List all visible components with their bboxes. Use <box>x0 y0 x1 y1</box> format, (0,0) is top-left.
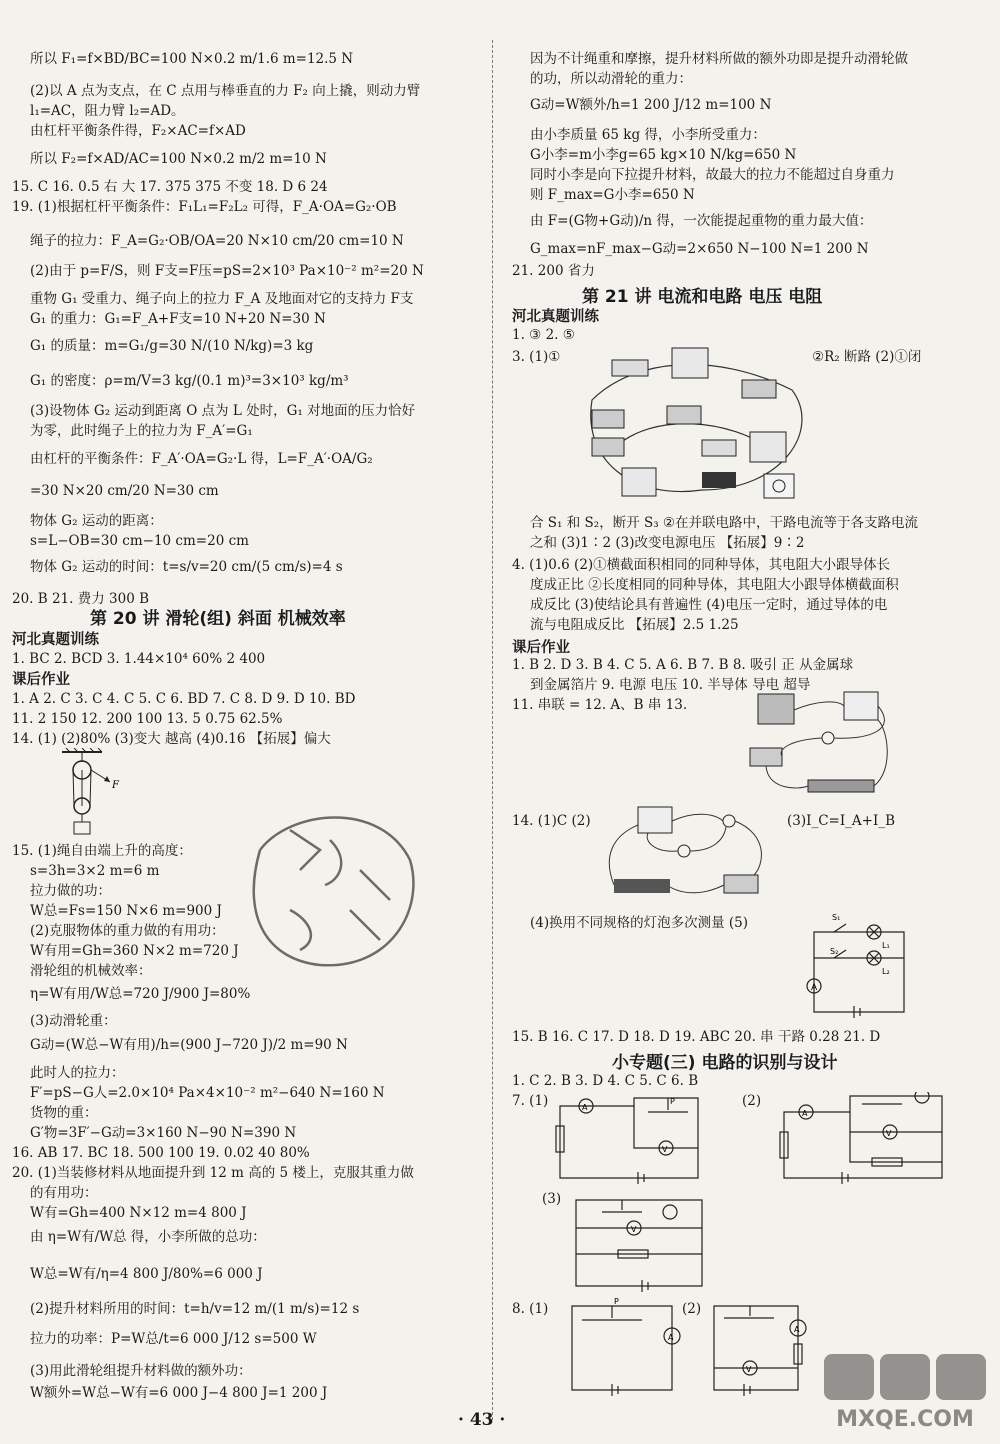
left-line: s=L−OB=30 cm−10 cm=20 cm <box>30 533 249 549</box>
left-line: 15. (1)绳自由端上升的高度： <box>12 843 192 859</box>
right-line: 1. B 2. D 3. B 4. C 5. A 6. B 7. B 8. 吸引 正 从金属球 <box>512 657 854 673</box>
right-line: 则 F_max=G小李=650 N <box>530 187 695 203</box>
left-line: 绳子的拉力：F_A=G₂·OB/OA=20 N×10 cm/20 cm=10 N <box>30 233 404 249</box>
right-line: 同时小李是向下拉提升材料，故最大的拉力不能超过自身重力 <box>530 167 895 183</box>
left-line: (2)克服物体的重力做的有用功： <box>30 923 225 939</box>
circuit-schematic-q14-5 <box>794 908 924 1020</box>
left-line: 20. (1)当装修材料从地面提升到 12 m 高的 5 楼上，克服其重力做 <box>12 1165 414 1181</box>
circuit-7-3 <box>572 1192 712 1292</box>
right-line: 度成正比 ②长度相同的同种导体，其电阻大小跟导体横截面积 <box>530 577 899 593</box>
left-line: G′物=3F′−G动=3×160 N−90 N=390 N <box>30 1125 297 1141</box>
right-line: 因为不计绳重和摩擦，提升材料所做的额外功即是提升动滑轮做 <box>530 51 908 67</box>
left-line: 11. 2 150 12. 200 100 13. 5 0.75 62.5% <box>12 711 283 727</box>
left-line: (3)用此滑轮组提升材料做的额外功： <box>30 1363 252 1379</box>
right-line: 成反比 (3)使结论具有普遍性 (4)电压一定时，通过导体的电 <box>530 597 888 613</box>
right-line: 之和 (3)1∶2 (3)改变电源电压 【拓展】9∶2 <box>530 535 805 551</box>
heading-special-topic-3: 小专题(三) 电路的识别与设计 <box>612 1053 838 1073</box>
left-line: G₁ 的重力：G₁=F_A+F支=10 N+20 N=30 N <box>30 311 326 327</box>
left-line: 1. BC 2. BCD 3. 1.44×10⁴ 60% 2 400 <box>12 651 266 667</box>
left-line: l₁=AC，阻力臂 l₂=AD。 <box>30 103 185 119</box>
svg-text:V: V <box>631 1225 637 1234</box>
right-line: 4. (1)0.6 (2)①横截面积相同的同种导体，其电阻大小跟导体长 <box>512 557 891 573</box>
svg-text:V: V <box>662 1145 668 1154</box>
right-line: (2) <box>682 1301 702 1317</box>
right-line: 流与电阻成反比 【拓展】2.5 1.25 <box>530 617 739 633</box>
right-line: 的功，所以动滑轮的重力： <box>530 71 692 87</box>
answer-watermark-logo <box>820 1350 990 1435</box>
page-number: · 43 · <box>458 1410 506 1430</box>
svg-text:V: V <box>746 1365 752 1374</box>
left-line: G动=(W总−W有用)/h=(900 J−720 J)/2 m=90 N <box>30 1037 348 1053</box>
svg-text:P: P <box>614 1297 619 1306</box>
left-line: W总=Fs=150 N×6 m=900 J <box>30 903 222 919</box>
left-line: G₁ 的质量：m=G₁/g=30 N/(10 N/kg)=3 kg <box>30 338 314 354</box>
left-line: W总=W有/η=4 800 J/80%=6 000 J <box>30 1266 263 1282</box>
right-line: G动=W额外/h=1 200 J/12 m=100 N <box>530 97 772 113</box>
left-line: 拉力的功率：P=W总/t=6 000 J/12 s=500 W <box>30 1331 317 1347</box>
right-line: 11. 串联 = 12. A、B 串 13. <box>512 697 688 713</box>
left-line: (3)设物体 G₂ 运动到距离 O 点为 L 处时，G₁ 对地面的压力恰好 <box>30 403 416 419</box>
svg-text:P: P <box>670 1097 675 1106</box>
circuit-photo-q13 <box>748 690 898 802</box>
left-line: G₁ 的密度：ρ=m/V=3 kg/(0.1 m)³=3×10³ kg/m³ <box>30 373 349 389</box>
left-line: 物体 G₂ 运动的时间：t=s/v=20 cm/(5 cm/s)=4 s <box>30 559 343 575</box>
left-line: (3)动滑轮重： <box>30 1013 117 1029</box>
left-line: W额外=W总−W有=6 000 J−4 800 J=1 200 J <box>30 1385 328 1401</box>
left-line: 16. AB 17. BC 18. 500 100 19. 0.02 40 80% <box>12 1145 310 1161</box>
svg-text:S₁: S₁ <box>832 913 841 922</box>
subhead-homework-right: 课后作业 <box>512 640 570 656</box>
left-line: W有=Gh=400 N×12 m=4 800 J <box>30 1205 247 1221</box>
circuit-photo-q14 <box>604 805 774 907</box>
left-line: η=W有用/W总=720 J/900 J=80% <box>30 986 251 1002</box>
handwritten-stamp <box>230 790 430 990</box>
left-line: 由杠杆的平衡条件：F_A′·OA=G₂·L 得，L=F_A′·OA/G₂ <box>30 451 373 467</box>
right-line: 21. 200 省力 <box>512 263 595 279</box>
left-line: 由 η=W有/W总 得，小李所做的总功： <box>30 1229 266 1245</box>
svg-text:L₁: L₁ <box>882 941 890 950</box>
left-line: =30 N×20 cm/20 N=30 cm <box>30 483 219 499</box>
left-line: 滑轮组的机械效率： <box>30 963 152 979</box>
svg-text:A: A <box>582 1103 588 1112</box>
svg-text:A: A <box>811 983 818 993</box>
left-line: 19. (1)根据杠杆平衡条件：F₁L₁=F₂L₂ 可得，F_A·OA=G₂·OB <box>12 199 397 215</box>
left-line: 货物的重： <box>30 1105 98 1121</box>
left-line: W有用=Gh=360 N×2 m=720 J <box>30 943 239 959</box>
left-line: 拉力做的功： <box>30 883 111 899</box>
circuit-photo-q3 <box>572 340 812 508</box>
left-line: (2)提升材料所用的时间：t=h/v=12 m/(1 m/s)=12 s <box>30 1301 360 1317</box>
right-line: 由 F=(G物+G动)/n 得，一次能提起重物的重力最大值： <box>530 213 873 229</box>
left-line: 为零，此时绳子上的拉力为 F_A′=G₁ <box>30 423 253 439</box>
right-line: (3)I_C=I_A+I_B <box>787 813 895 829</box>
subhead-hebei-right: 河北真题训练 <box>512 309 599 325</box>
left-line: (2)以 A 点为支点，在 C 点用与棒垂直的力 F₂ 向上撬，则动力臂 <box>30 83 421 99</box>
subhead-hebei-left: 河北真题训练 <box>12 632 99 648</box>
left-line: 由杠杆平衡条件得，F₂×AC=f×AD <box>30 123 246 139</box>
right-line: (3) <box>542 1191 562 1207</box>
svg-text:F: F <box>112 780 119 791</box>
right-line: 由小李质量 65 kg 得，小李所受重力： <box>530 127 766 143</box>
column-divider <box>492 40 493 1420</box>
circuit-8-2 <box>704 1296 824 1396</box>
left-line: 15. C 16. 0.5 右 大 17. 375 375 不变 18. D 6 24 <box>12 179 328 195</box>
svg-text:A: A <box>802 1109 808 1118</box>
right-line: (2) <box>742 1093 762 1109</box>
pulley-diagram <box>52 748 132 840</box>
svg-text:S₂: S₂ <box>830 947 839 956</box>
right-line: 到金属箔片 9. 电源 电压 10. 半导体 导电 超导 <box>530 677 811 693</box>
left-line: (2)由于 p=F/S，则 F支=F压=pS=2×10³ Pa×10⁻² m²=20 N <box>30 263 424 279</box>
svg-text:V: V <box>886 1129 892 1138</box>
left-line: 的有用功： <box>30 1185 98 1201</box>
left-line: 1. A 2. C 3. C 4. C 5. C 6. BD 7. C 8. D 9. D 10. BD <box>12 691 356 707</box>
right-line: G_max=nF_max−G动=2×650 N−100 N=1 200 N <box>530 241 869 257</box>
left-line: 所以 F₁=f×BD/BC=100 N×0.2 m/1.6 m=12.5 N <box>30 51 354 67</box>
svg-text:A: A <box>794 1325 800 1334</box>
right-line: 14. (1)C (2) <box>512 813 591 829</box>
svg-text:A: A <box>668 1333 674 1342</box>
right-line: G小李=m小李g=65 kg×10 N/kg=650 N <box>530 147 797 163</box>
right-line: 3. (1)① <box>512 349 561 365</box>
svg-text:L₂: L₂ <box>882 967 890 976</box>
right-line: 1. C 2. B 3. D 4. C 5. C 6. B <box>512 1073 699 1089</box>
heading-lesson-21: 第 21 讲 电流和电路 电压 电阻 <box>582 287 823 307</box>
left-line: 物体 G₂ 运动的距离： <box>30 513 163 529</box>
right-line: 8. (1) <box>512 1301 549 1317</box>
left-line: s=3h=3×2 m=6 m <box>30 863 160 879</box>
svg-text:MXQE.COM: MXQE.COM <box>836 1407 974 1432</box>
right-line: 7. (1) <box>512 1093 549 1109</box>
subhead-homework-left: 课后作业 <box>12 672 70 688</box>
circuit-8-1 <box>562 1296 692 1396</box>
right-line: 合 S₁ 和 S₂，断开 S₃ ②在并联电路中，干路电流等于各支路电流 <box>530 515 919 531</box>
circuit-7-2 <box>772 1092 952 1184</box>
right-line: ②R₂ 断路 (2)①闭 <box>812 349 922 365</box>
left-line: 所以 F₂=f×AD/AC=100 N×0.2 m/2 m=10 N <box>30 151 327 167</box>
right-line: 15. B 16. C 17. D 18. D 19. ABC 20. 串 干路 0.28 21. D <box>512 1029 881 1045</box>
left-line: F′=pS−G人=2.0×10⁴ Pa×4×10⁻² m²−640 N=160 N <box>30 1085 385 1101</box>
circuit-7-1 <box>548 1092 708 1184</box>
heading-lesson-20: 第 20 讲 滑轮(组) 斜面 机械效率 <box>90 609 346 629</box>
left-line: 20. B 21. 费力 300 B <box>12 591 150 607</box>
right-line: 1. ③ 2. ⑤ <box>512 327 575 343</box>
left-line: 14. (1) (2)80% (3)变大 越高 (4)0.16 【拓展】偏大 <box>12 731 331 747</box>
left-line: 重物 G₁ 受重力、绳子向上的拉力 F_A 及地面对它的支持力 F支 <box>30 291 414 307</box>
left-line: 此时人的拉力： <box>30 1065 125 1081</box>
right-line: (4)换用不同规格的灯泡多次测量 (5) <box>530 915 749 931</box>
